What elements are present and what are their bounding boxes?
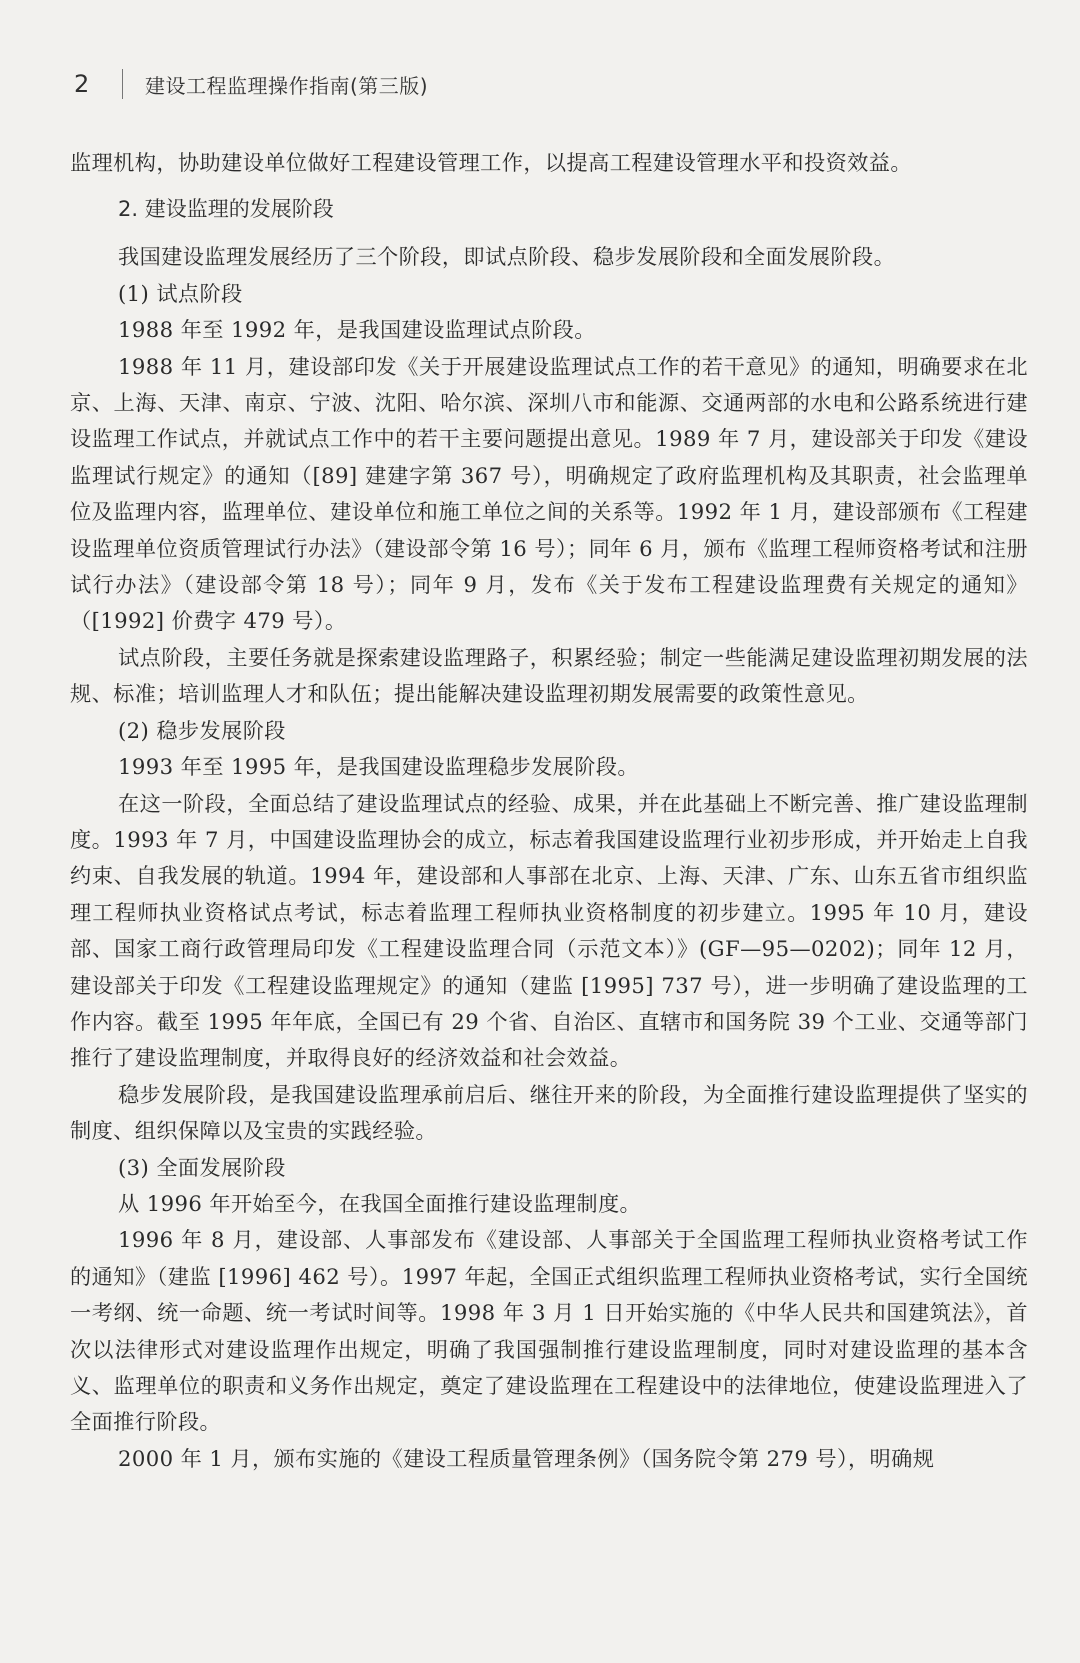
- page-body: [70, 145, 1028, 1477]
- running-header: [74, 66, 428, 102]
- stage2-summary: 稳步发展阶段，是我国建设监理承前启后、继往开来的阶段，为全面推行建设监理提供了坚实的制度、组织保障以及宝贵的实践经验。: [70, 1081, 1028, 1144]
- stage1-heading: (1) 试点阶段: [118, 280, 243, 306]
- header-divider: [122, 69, 123, 99]
- intro-paragraph: 监理机构，协助建设单位做好工程建设管理工作，以提高工程建设管理水平和投资效益。: [70, 150, 912, 175]
- stage2-heading: (2) 稳步发展阶段: [118, 717, 286, 743]
- stage2-period: 1993 年至 1995 年，是我国建设监理稳步发展阶段。: [118, 754, 640, 780]
- section-heading: 2. 建设监理的发展阶段: [118, 197, 334, 222]
- stage3-period: 从 1996 年开始至今，在我国全面推行建设监理制度。: [118, 1190, 642, 1216]
- stage3-next: 2000 年 1 月，颁布实施的《建设工程质量管理条例》（国务院令第 279 号），明确规: [118, 1445, 935, 1471]
- stage3-heading: (3) 全面发展阶段: [118, 1154, 286, 1180]
- stage1-detail: 1988 年 11 月，建设部印发《关于开展建设监理试点工作的若干意见》的通知，明确要求在北京、上海、天津、南京、宁波、沈阳、哈尔滨、深圳八市和能源、交通两部的水电和公路系统进行建设监理工作试点，并就试点工作中的若干主要问题提出意见。1989 年 7 月，建设部关于印发《建设监理试行规定》的通知（[89] 建建字第 367 号），明确规定了政府监理机构及其职责，社会监理单位及监理内容，监理单位、建设单位和施工单位之间的关系等。1992 年 1 月，建设部颁布《工程建设监理单位资质管理试行办法》（建设部令第 16 号）；同年 6 月，颁布《监理工程师资格考试和注册试行办法》（建设部令第 18 号）；同年 9 月，发布《关于发布工程建设监理费有关规定的通知》（[1992] 价费字 479 号）。: [70, 353, 1028, 634]
- stage3-detail: 1996 年 8 月，建设部、人事部发布《建设部、人事部关于全国监理工程师执业资格考试工作的通知》（建监 [1996] 462 号）。1997 年起，全国正式组织监理工程师执业资格考试，实行全国统一考纲、统一命题、统一考试时间等。1998 年 3 月 1 日开始实施的《中华人民共和国建筑法》，首次以法律形式对建设监理作出规定，明确了我国强制推行建设监理制度，同时对建设监理的基本含义、监理单位的职责和义务作出规定，奠定了建设监理在工程建设中的法律地位，使建设监理进入了全面推行阶段。: [70, 1227, 1028, 1435]
- stage1-period: 1988 年至 1992 年，是我国建设监理试点阶段。: [118, 317, 596, 343]
- stage2-detail: 在这一阶段，全面总结了建设监理试点的经验、成果，并在此基础上不断完善、推广建设监理制度。1993 年 7 月，中国建设监理协会的成立，标志着我国建设监理行业初步形成，并开始走上自我约束、自我发展的轨道。1994 年，建设部和人事部在北京、上海、天津、广东、山东五省市组织监理工程师执业资格试点考试，标志着监理工程师执业资格制度的初步建立。1995 年 10 月，建设部、国家工商行政管理局印发《工程建设监理合同（示范文本）》(GF—95—0202)；同年 12 月，建设部关于印发《工程建设监理规定》的通知（建监 [1995] 737 号），进一步明确了建设监理的工作内容。截至 1995 年年底，全国已有 29 个省、自治区、直辖市和国务院 39 个工业、交通等部门推行了建设监理制度，并取得良好的经济效益和社会效益。: [70, 790, 1028, 1071]
- stage1-summary: 试点阶段，主要任务就是探索建设监理路子，积累经验；制定一些能满足建设监理初期发展的法规、标准；培训监理人才和队伍；提出能解决建设监理初期发展需要的政策性意见。: [70, 644, 1028, 707]
- book-title: 建设工程监理操作指南(第三版): [145, 73, 429, 98]
- overview-paragraph: 我国建设监理发展经历了三个阶段，即试点阶段、稳步发展阶段和全面发展阶段。: [118, 244, 896, 270]
- page-number: 2: [74, 70, 90, 98]
